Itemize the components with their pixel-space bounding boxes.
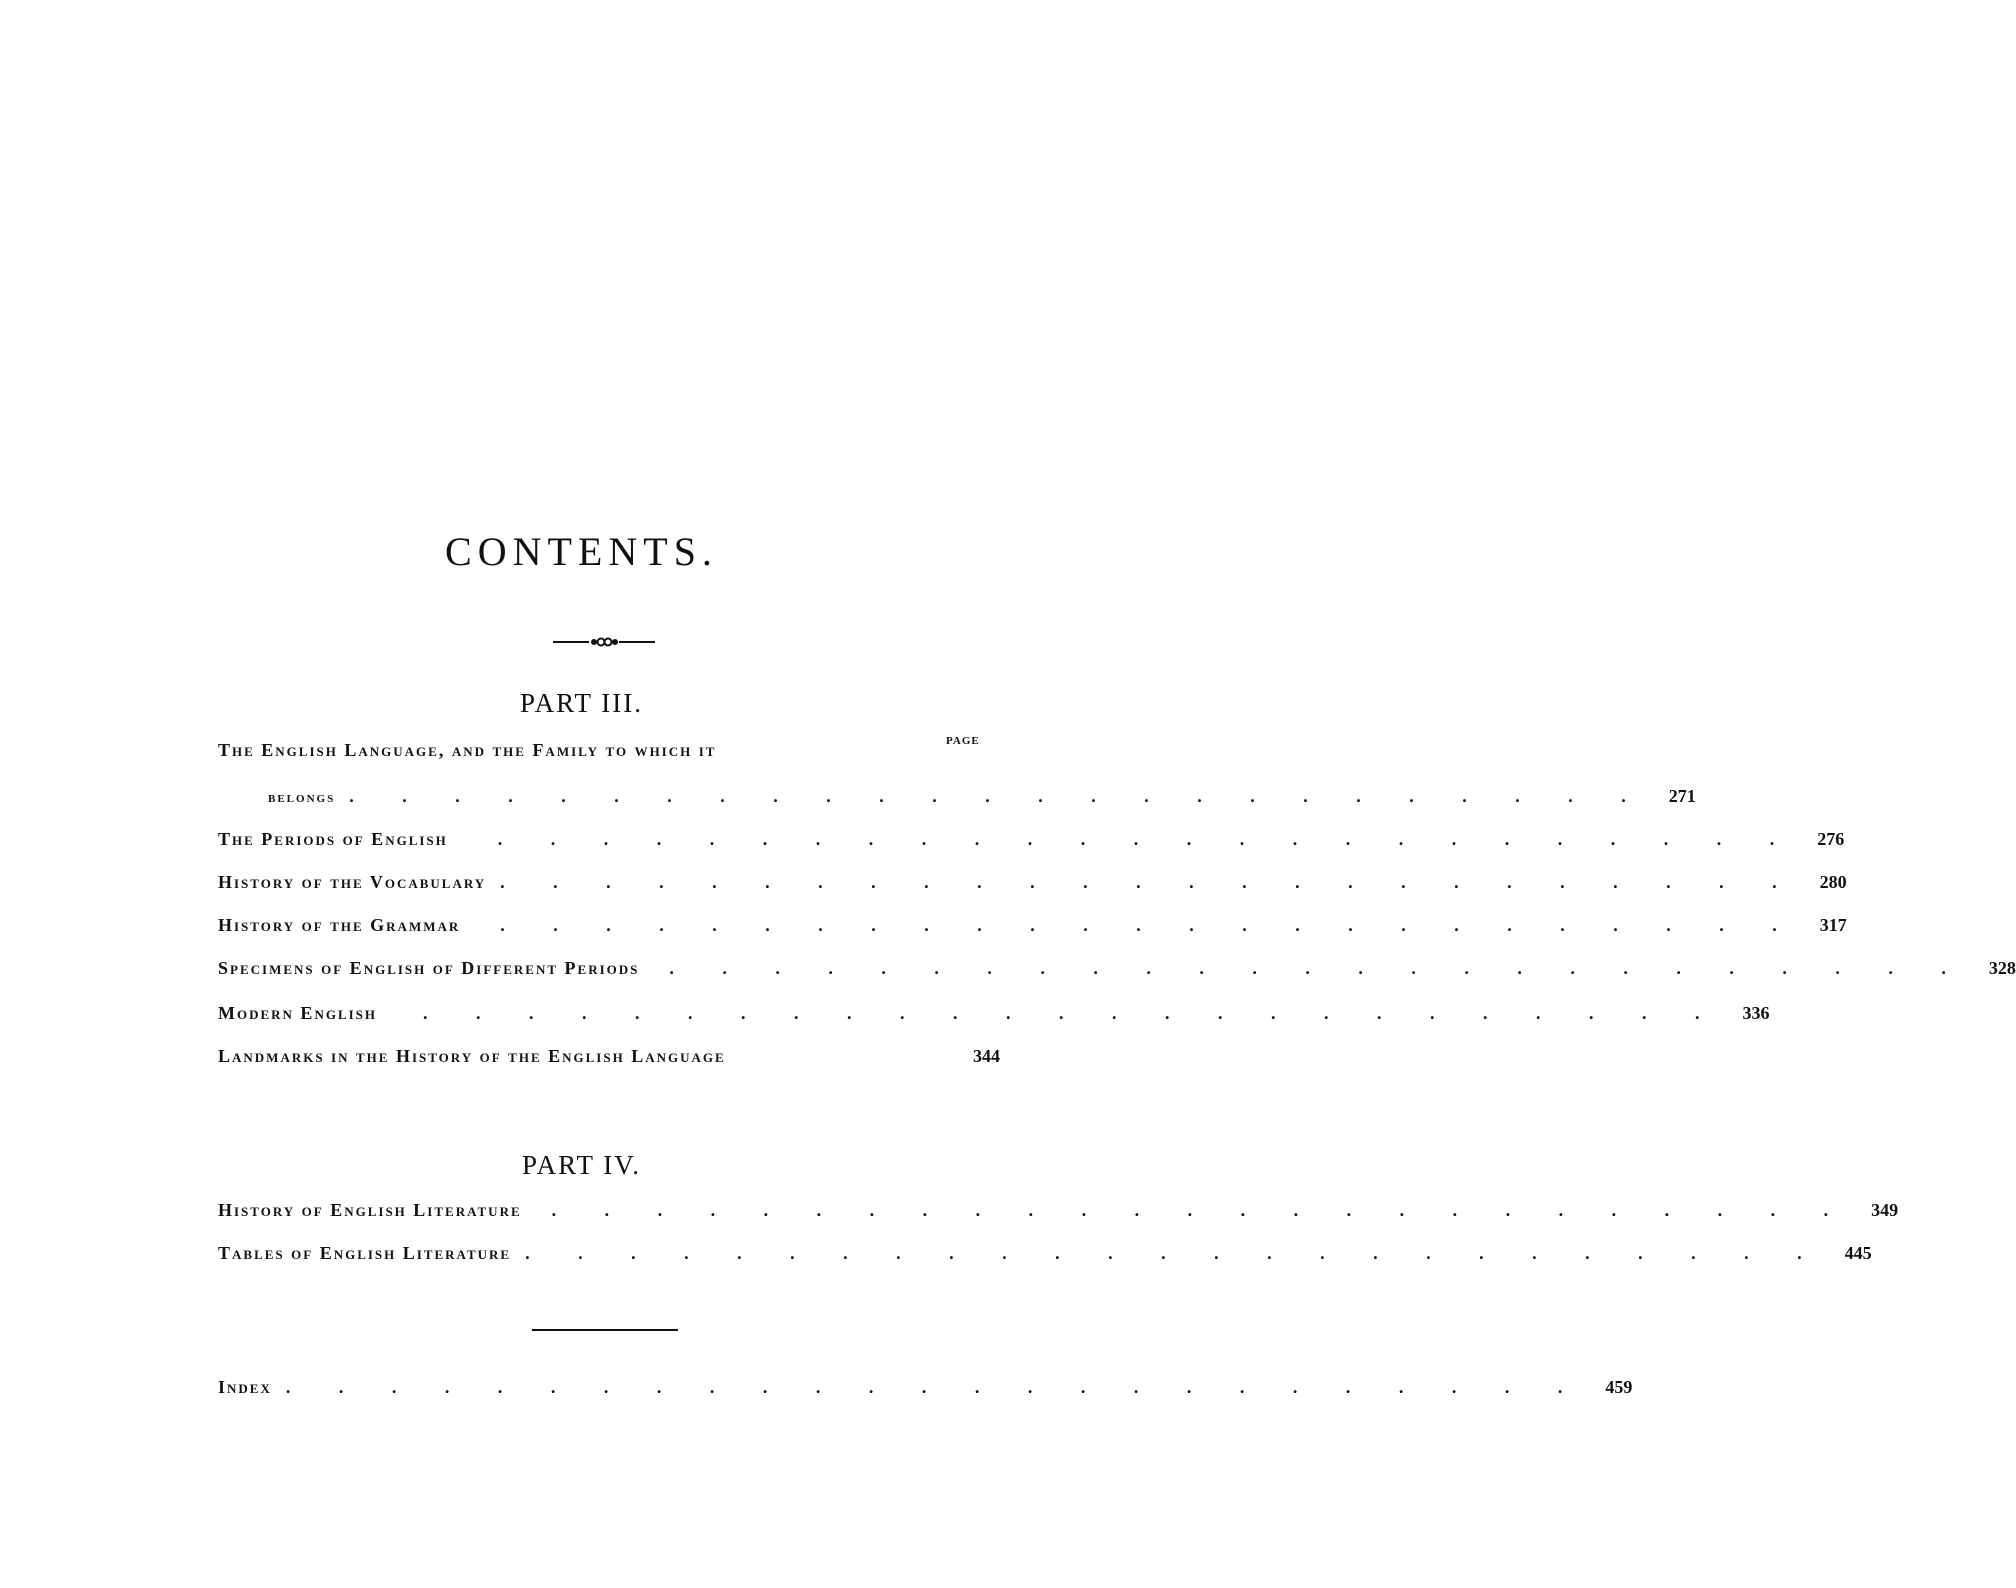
toc-entry[interactable] (218, 1243, 1872, 1273)
toc-entry-page: 328 (1988, 958, 2016, 978)
toc-entry-label: Specimens of English of Different Periods (218, 958, 640, 978)
dot-leader: . . . . . . . . . . . . . . . . . . . . . . . . . (525, 1243, 1824, 1263)
dot-leader: . . . . . . . . . . . . . . . . . . . . . . . . . (497, 829, 1797, 849)
toc-entry-index[interactable] (218, 1377, 1633, 1407)
dot-leader: . . . . . . . . . . . . . . . . . . . . . . . . . (349, 786, 1648, 806)
dot-leader: . . . . . . . . . . . . . . . . . . . . . . . . . (551, 1200, 1851, 1220)
toc-entry-label: The Periods of English (218, 829, 448, 849)
part-4-heading: PART IV. (522, 1150, 641, 1180)
toc-entry-page: 336 (1742, 1003, 1770, 1023)
toc-entry-page: 459 (1605, 1377, 1633, 1397)
page-title: CONTENTS. (445, 529, 718, 574)
ornament-divider (553, 636, 655, 648)
toc-entry[interactable] (218, 829, 1845, 859)
toc-entry-page: 317 (1819, 915, 1847, 935)
dot-leader: . . . . . . . . . . . . . . . . . . . . . . . . . (423, 1003, 1722, 1023)
dot-leader: . . . . . . . . . . . . . . . . . . . . . . . . . (669, 958, 1968, 978)
toc-entry-page: 271 (1668, 786, 1696, 806)
toc-entry-label: Index (218, 1377, 272, 1397)
page-column-label: PAGE (946, 735, 980, 747)
toc-entry-page: 280 (1819, 872, 1847, 892)
toc-entry[interactable] (218, 786, 1696, 816)
toc-entry-label: History of the Vocabulary (218, 872, 487, 892)
dot-leader: . . . . . . . . . . . . . . . . . . . . . . . . . (500, 872, 1799, 892)
toc-entry[interactable] (218, 1046, 1000, 1076)
toc-entry-label: Landmarks in the History of the English Language (218, 1046, 726, 1066)
toc-entry[interactable] (218, 915, 1847, 945)
toc-entry-page: 276 (1817, 829, 1845, 849)
toc-entry-page: 349 (1871, 1200, 1899, 1220)
toc-entry[interactable] (218, 740, 1000, 770)
toc-entry-label: belongs (268, 789, 336, 806)
toc-entry[interactable] (218, 1003, 1770, 1033)
toc-entry-label: Tables of English Literature (218, 1243, 512, 1263)
toc-entry-label: History of English Literature (218, 1200, 522, 1220)
toc-entry[interactable] (218, 1200, 1899, 1230)
dot-leader: . . . . . . . . . . . . . . . . . . . . . . . . . (500, 915, 1799, 935)
toc-entry[interactable] (218, 958, 2016, 988)
toc-entry-label: Modern English (218, 1003, 378, 1023)
horizontal-rule (532, 1329, 678, 1331)
toc-entry[interactable] (218, 872, 1847, 902)
toc-entry-label: History of the Grammar (218, 915, 461, 935)
part-3-heading: PART III. (520, 688, 643, 718)
toc-entry-page: 344 (973, 1046, 1000, 1066)
dot-leader: . . . . . . . . . . . . . . . . . . . . . . . . . (285, 1377, 1585, 1397)
toc-entry-page: 445 (1844, 1243, 1872, 1263)
toc-entry-label: The English Language, and the Family to which it (218, 740, 717, 760)
